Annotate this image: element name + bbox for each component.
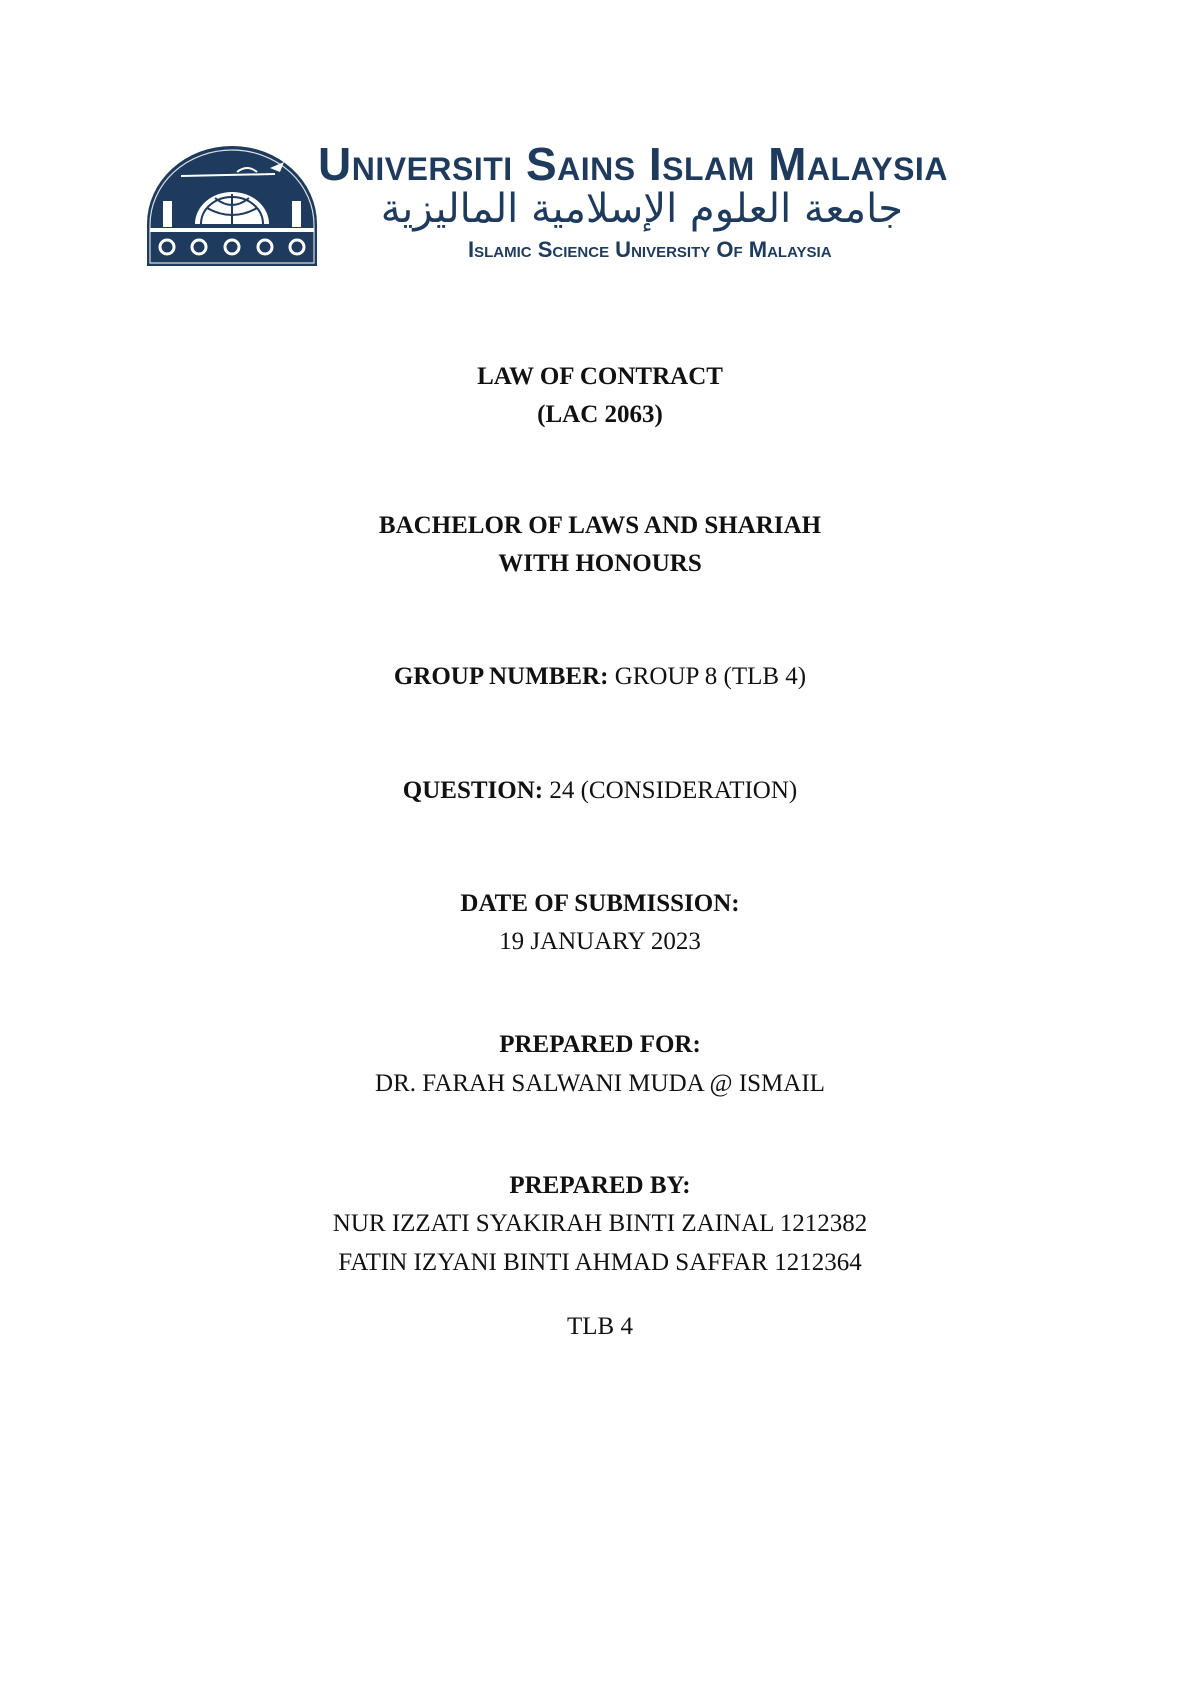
- prepared-by-member-2: FATIN IZYANI BINTI AHMAD SAFFAR 1212364: [338, 1249, 862, 1276]
- prepared-for-value: DR. FARAH SALWANI MUDA @ ISMAIL: [375, 1070, 825, 1097]
- university-name-arabic: جامعة العلوم الإسلامية الماليزية: [380, 186, 903, 232]
- submission-date-value: 19 JANUARY 2023: [499, 928, 701, 955]
- group-number-value: GROUP 8 (TLB 4): [614, 663, 807, 690]
- question-value: 24 (CONSIDERATION): [549, 777, 798, 804]
- programme-line-1: BACHELOR OF LAWS AND SHARIAH: [378, 512, 822, 539]
- university-emblem-icon: [145, 146, 319, 266]
- submission-date-label: DATE OF SUBMISSION:: [460, 890, 740, 917]
- university-name-english: Islamic Science University Of Malaysia: [468, 237, 832, 262]
- question-label: QUESTION:: [402, 777, 544, 804]
- question: [0, 776, 1200, 806]
- prepared-by-label: PREPARED BY:: [509, 1172, 691, 1199]
- programme-line-2: WITH HONOURS: [498, 550, 702, 577]
- university-logo: [145, 138, 1065, 268]
- class-code: TLB 4: [567, 1313, 633, 1340]
- prepared-by-member-1: NUR IZZATI SYAKIRAH BINTI ZAINAL 1212382: [332, 1210, 868, 1237]
- group-number-label: GROUP NUMBER:: [393, 663, 609, 690]
- course-code: (LAC 2063): [537, 401, 663, 428]
- university-name: Universiti Sains Islam Malaysia: [318, 138, 948, 190]
- course-title: LAW OF CONTRACT: [477, 363, 723, 390]
- prepared-for-label: PREPARED FOR:: [499, 1031, 701, 1058]
- group-number: [0, 662, 1200, 692]
